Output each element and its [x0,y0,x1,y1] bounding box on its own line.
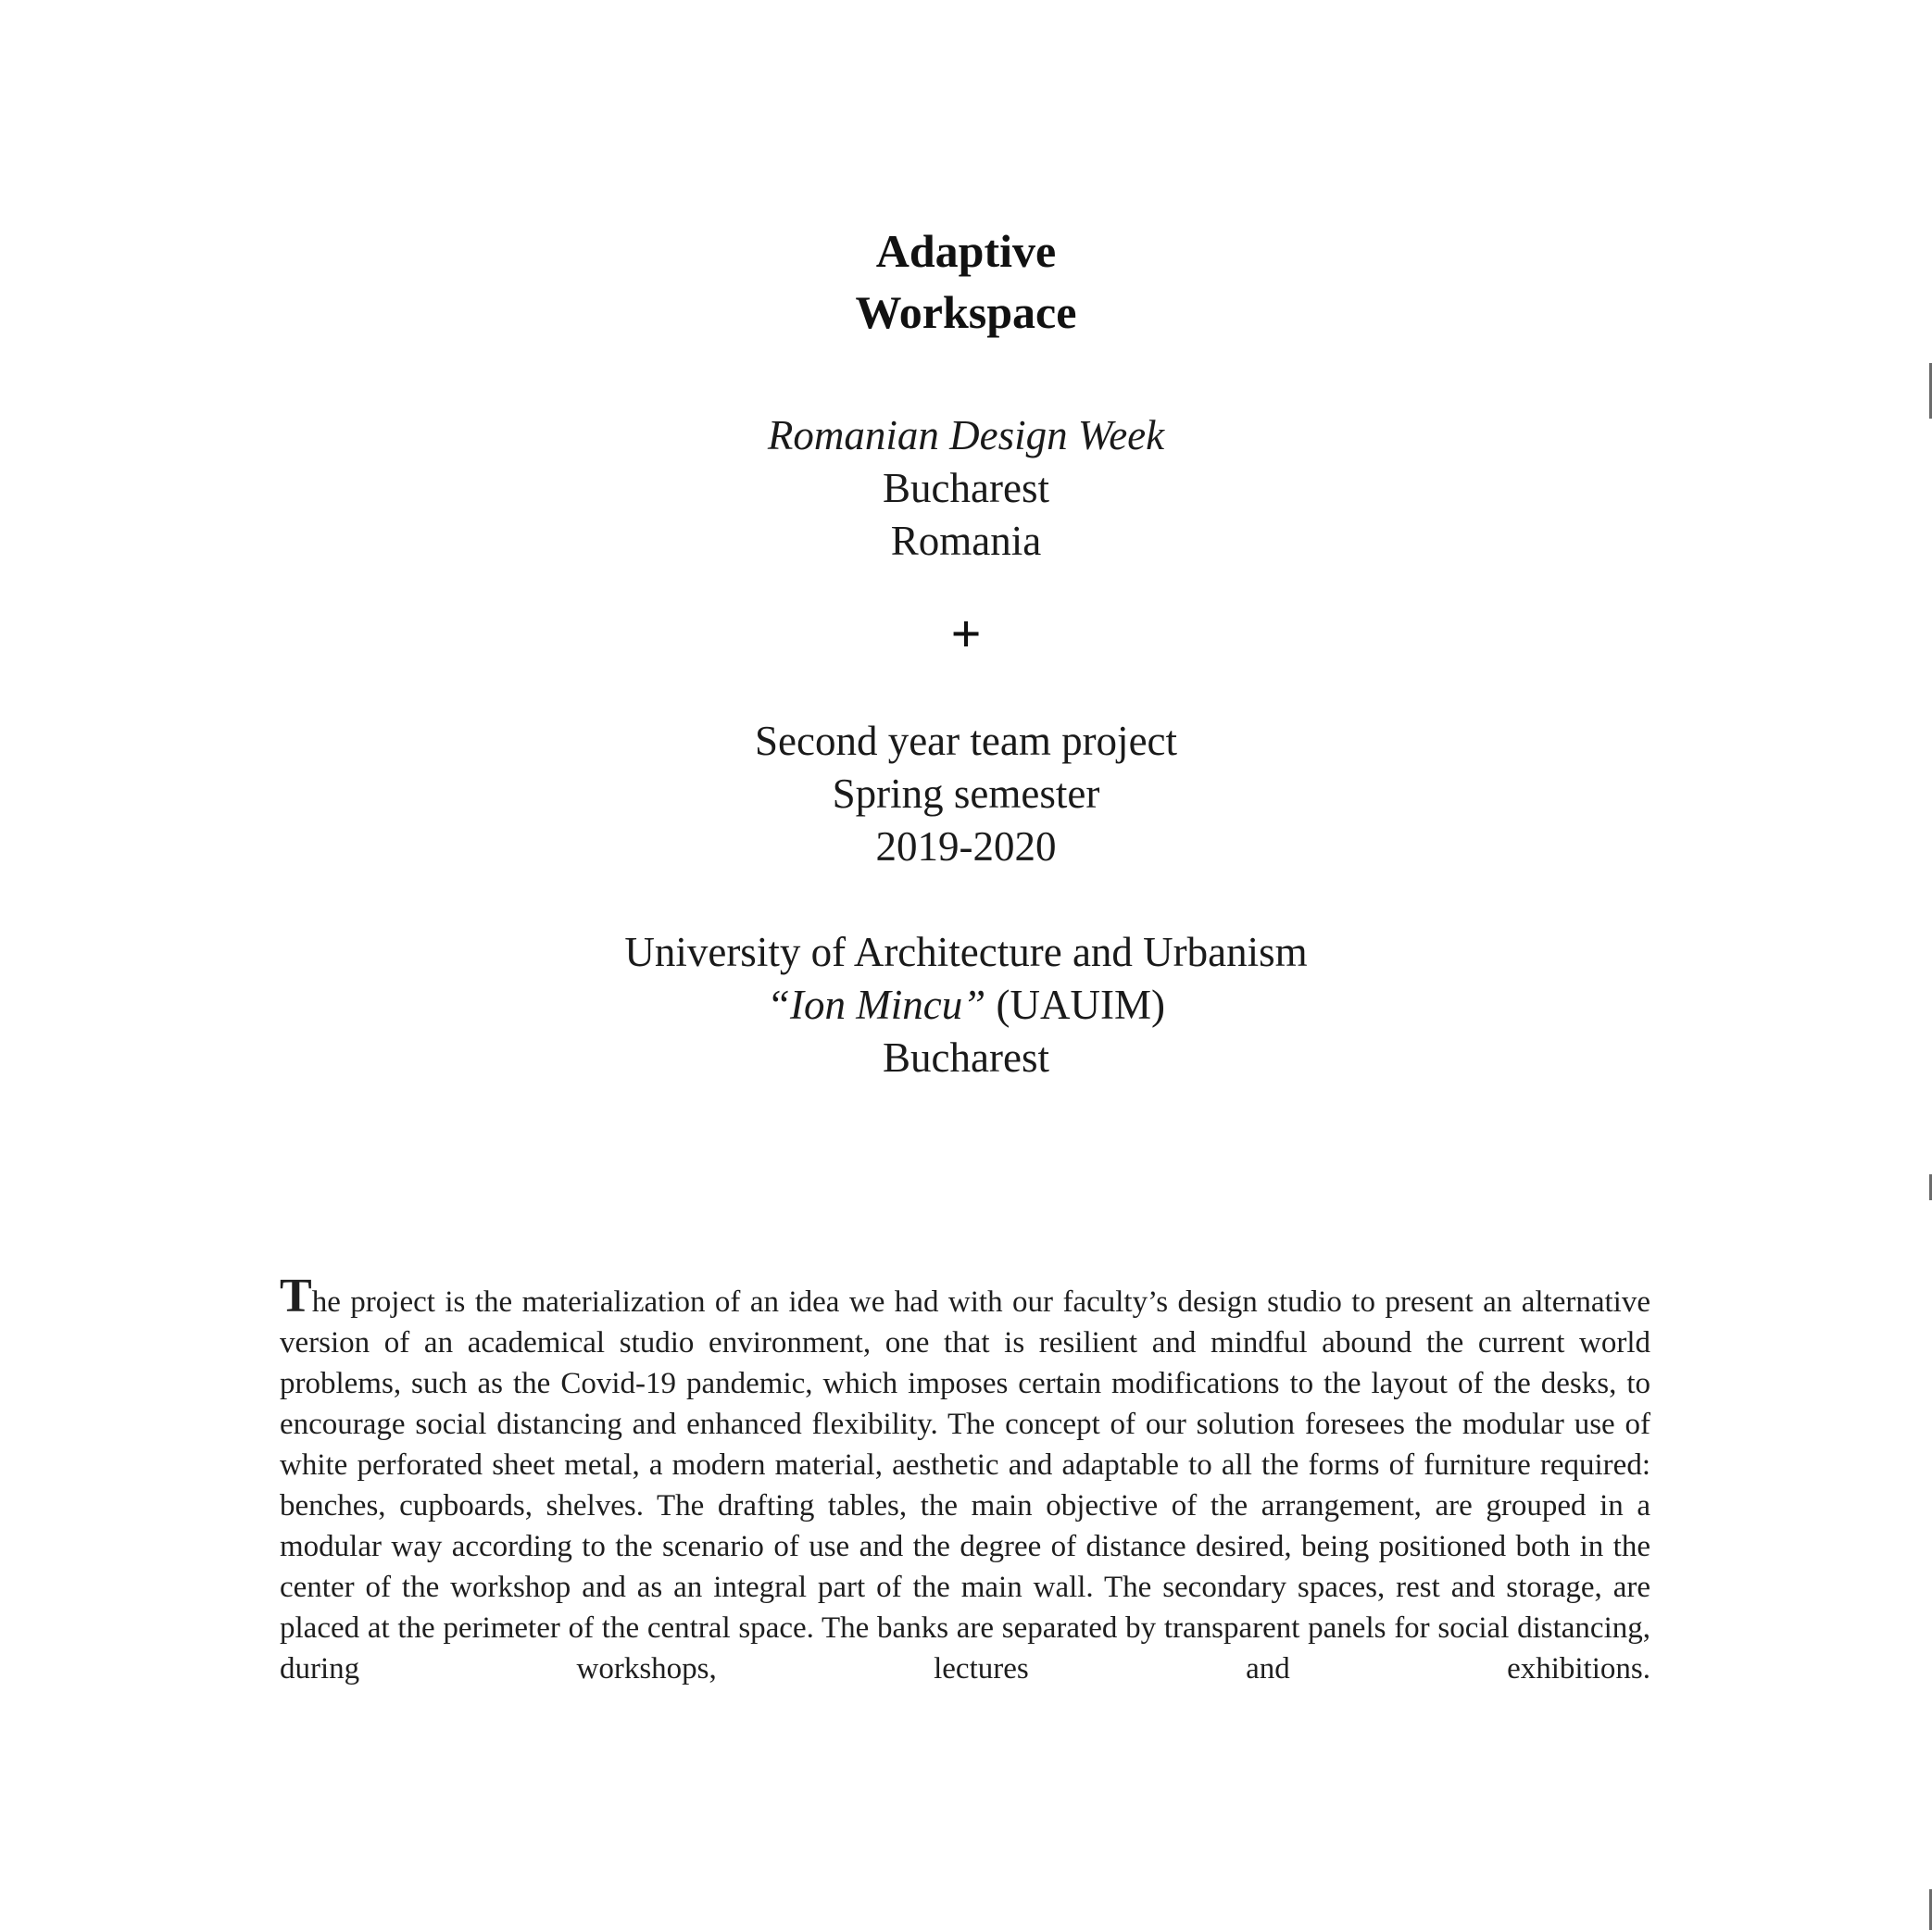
academic-years: 2019-2020 [875,823,1057,870]
venue-country: Romania [890,518,1042,564]
university-name: University of Architecture and Urbanism [624,929,1308,975]
document-title [0,220,1932,343]
university-info [0,926,1932,1084]
semester: Spring semester [832,771,1100,817]
venue-info [0,409,1932,568]
university-honoree: “Ion Mincu” [767,982,986,1028]
university-abbrev: (UAUIM) [985,982,1165,1028]
event-name: Romanian Design Week [767,412,1165,458]
description-text: he project is the materialization of an idea we had with our faculty’s design studio to present an alternative version of an academical studio environment, one that is resilient and mindful abound the current world problems, such as the Covid-19 pandemic, which imposes certain modifications to the layout of the desks, to encourage social distancing and enhanced flexibility. The concept of our solution foresees the modular use of white perforated sheet metal, a modern material, aesthetic and adaptable to all the forms of furniture required: benches, cupboards, shelves. The drafting tables, the main objective of the arrangement, are grouped in a modular way according to the scenario of use and the degree of distance desired, being positioned both in the center of the workshop and as an integral part of the main wall. The secondary spaces, rest and storage, are placed at the perimeter of the central space. The banks are separated by transparent panels for social distancing, during workshops, lectures and exhibitions. [280,1285,1650,1686]
university-honoree-line [0,979,1932,1032]
drop-cap: T [280,1270,312,1322]
title-line-1: Adaptive [875,225,1057,277]
project-type: Second year team project [754,718,1178,764]
project-description [280,1270,1650,1689]
title-line-2: Workspace [855,286,1077,338]
separator-plus: + [950,604,982,664]
venue-city: Bucharest [883,465,1049,511]
course-info [0,715,1932,873]
university-city: Bucharest [883,1034,1049,1081]
